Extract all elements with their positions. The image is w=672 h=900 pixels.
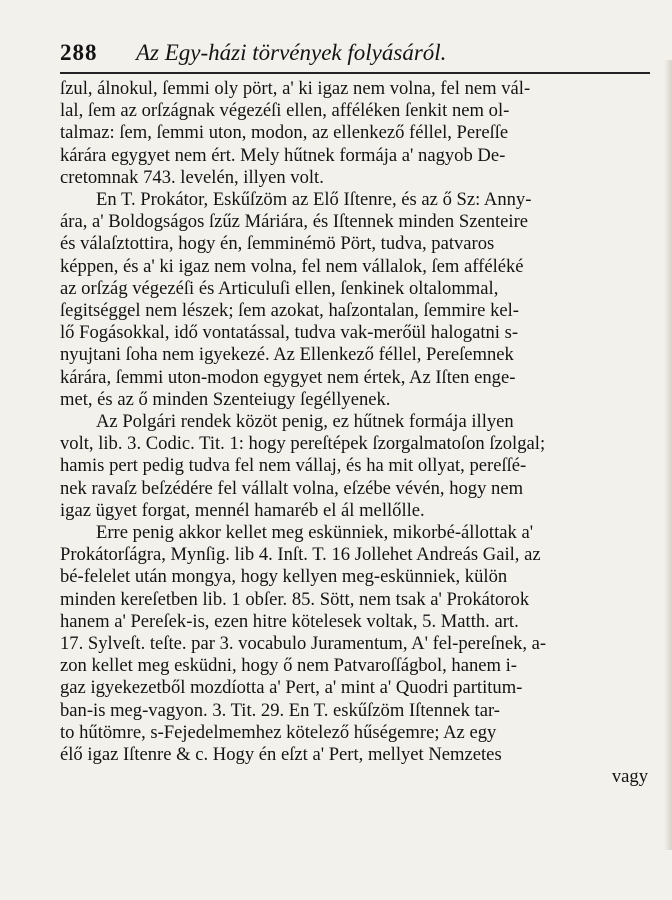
text-line: nyujtani ſoha nem igyekezé. Az Ellenkező féllel, Pereſemnek <box>60 344 514 366</box>
text-line: képpen, és a' ki igaz nem volna, fel nem vállalok, ſem afféléké <box>60 255 524 277</box>
running-head: Az Egy-házi törvények folyásáról. <box>136 40 447 65</box>
text-line: cretomnak 743. levelén, illyen volt. <box>60 166 324 188</box>
text-line: ban-is meg-vagyon. 3. Tit. 29. En T. eskűſzöm Iſtennek tar- <box>60 699 500 721</box>
text-line: minden kereſetben lib. 1 obſer. 85. Sött, nem tsak a' Prokátorok <box>60 588 530 610</box>
page-number: 288 <box>60 40 98 65</box>
text-line: gaz igyekezetből mozdíotta a' Pert, a' mint a' Quodri partitum- <box>60 677 523 699</box>
text-line: ſzul, álnokul, ſemmi oly pört, a' ki igaz nem volna, fel nem vál- <box>60 78 531 99</box>
text-line: Prokátorſágra, Mynſig. lib 4. Inſt. T. 16 Jollehet Andreás Gail, az <box>60 544 541 566</box>
text-line: talmaz: ſem, ſemmi uton, modon, az ellenkező féllel, Pereſſe <box>60 122 509 144</box>
header-rule <box>60 72 650 74</box>
paragraph-start-line: Erre penig akkor kellet meg eskünniek, mikorbé-állottak a' <box>96 522 534 544</box>
text-line: hanem a' Pereſek-is, ezen hitre kötelesek voltak, 5. Matth. art. <box>60 610 519 632</box>
body-text <box>60 78 654 789</box>
text-line: hamis pert pedig tudva fel nem vállaj, és ha mit ollyat, pereſſé- <box>60 455 527 477</box>
catchword: vagy <box>611 766 648 788</box>
text-line: igaz ügyet forgat, mennél hamaréb el ál mellőlle. <box>60 499 425 521</box>
text-line: ſegitséggel nem lészek; ſem azokat, haſzontalan, ſemmire kel- <box>60 300 519 322</box>
text-line: kárára egygyet nem ért. Mely hűtnek formája a' nagyob De- <box>60 144 506 166</box>
text-line: bé-felelet után mongya, hogy kellyen meg-eskünniek, külön <box>60 566 508 588</box>
text-line: nek ravaſz beſzédére fel vállalt volna, eſzébe vévén, hogy nem <box>60 477 524 499</box>
text-line: és válaſztottira, hogy én, ſemminémö Pört, tudva, patvaros <box>60 233 495 255</box>
text-line: met, és az ő minden Szenteiugy ſegéllyenek. <box>60 388 391 410</box>
paragraph-start-line: En T. Prokátor, Eskűſzöm az Elő Iſtenre, és az ő Sz: Anny- <box>96 189 532 211</box>
page-header <box>60 40 654 70</box>
text-line: az orſzág végezéſi és Articuluſi ellen, ſenkinek oltalommal, <box>60 277 499 299</box>
text-line: zon kellet meg esküdni, hogy ő nem Patvaroſſágbol, hanem i- <box>60 655 517 677</box>
text-line: élő igaz Iſtenre & c. Hogy én eſzt a' Pert, mellyet Nemzetes <box>60 744 502 766</box>
text-line: to hűtömre, s-Fejedelmemhez kötelező hűségemre; Az egy <box>60 721 497 743</box>
paragraph-start-line: Az Polgári rendek közöt penig, ez hűtnek formája illyen <box>96 411 514 433</box>
text-line: ára, a' Boldogságos ſzűz Máriára, és Iſtennek minden Szenteire <box>60 211 529 233</box>
text-line: 17. Sylveſt. teſte. par 3. vocabulo Juramentum, A' fel-pereſnek, a- <box>60 633 547 655</box>
page-edge-shadow <box>664 60 672 850</box>
text-line: kárára, ſemmi uton-modon egygyet nem értek, Az Iſten enge- <box>60 366 516 388</box>
text-line: lő Fogásokkal, idő vontatással, tudva vak-merőül halogatni s- <box>60 322 519 344</box>
text-line: volt, lib. 3. Codic. Tit. 1: hogy pereſtépek ſzorgalmatoſon ſzolgal; <box>60 433 546 455</box>
text-line: lal, ſem az orſzágnak végezéſi ellen, afféléken ſenkit nem ol- <box>60 100 510 122</box>
